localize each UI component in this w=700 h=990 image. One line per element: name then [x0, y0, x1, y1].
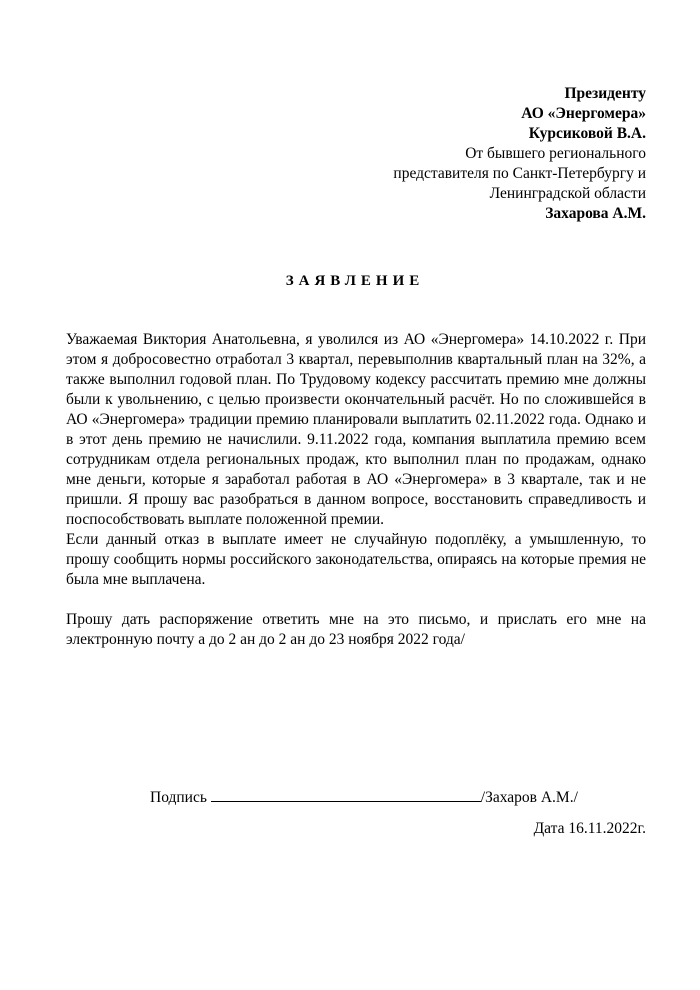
addressee-name: Курсиковой В.А.: [528, 125, 646, 142]
document-body: [66, 330, 646, 650]
body-paragraph-2: Если данный отказ в выплате имеет не случайную подоплёку, а умышленную, то прошу сообщить нормы российского законодательства, опираясь на которые премия не была мне выплачена.: [66, 531, 646, 588]
sender-line-3: Ленинградской области: [489, 185, 646, 202]
addressee-company: АО «Энергомера»: [521, 105, 646, 122]
signature-name: /Захаров А.М./: [480, 789, 578, 806]
body-paragraph-3: Прошу дать распоряжение ответить мне на это письмо, и прислать его мне на электронную почту а до 2 ан до 2 ан до 23 ноября 2022 года/: [66, 611, 646, 648]
document-title: ЗАЯВЛЕНИЕ: [285, 273, 425, 289]
sender-name: Захарова А.М.: [545, 205, 646, 222]
addressee-position: Президенту: [564, 85, 646, 102]
signature-blank: [211, 787, 481, 802]
document-date: Дата 16.11.2022г.: [533, 820, 646, 837]
sender-line-1: От бывшего регионального: [465, 145, 646, 162]
sender-line-2: представителя по Санкт-Петербургу и: [393, 165, 646, 182]
signature-label: Подпись: [150, 789, 207, 806]
signature-line: [150, 787, 578, 808]
body-paragraph-1: Уважаемая Виктория Анатольевна, я уволился из АО «Энергомера» 14.10.2022 г. При этом я добросовестно отработал 3 квартал, перевыполнив квартальный план на 32%, а также выполнил годовой план. По Трудовому кодексу рассчитать премию мне должны были к увольнению, с целью произвести окончательный расчёт. Но по сложившейся в АО «Энергомера» традиции премию планировали выплатить 02.11.2022 года. Однако и в этот день премию не начислили. 9.11.2022 года, компания выплатила премию всем сотрудникам отдела региональных продаж, кто выполнил план по продажам, однако мне деньги, которые я заработал работая в АО «Энергомера» в 3 квартале, так и не пришли. Я прошу вас разобраться в данном вопросе, восстановить справедливость и поспособствовать выплате положенной премии.: [66, 331, 646, 528]
addressee-block: [226, 84, 646, 224]
